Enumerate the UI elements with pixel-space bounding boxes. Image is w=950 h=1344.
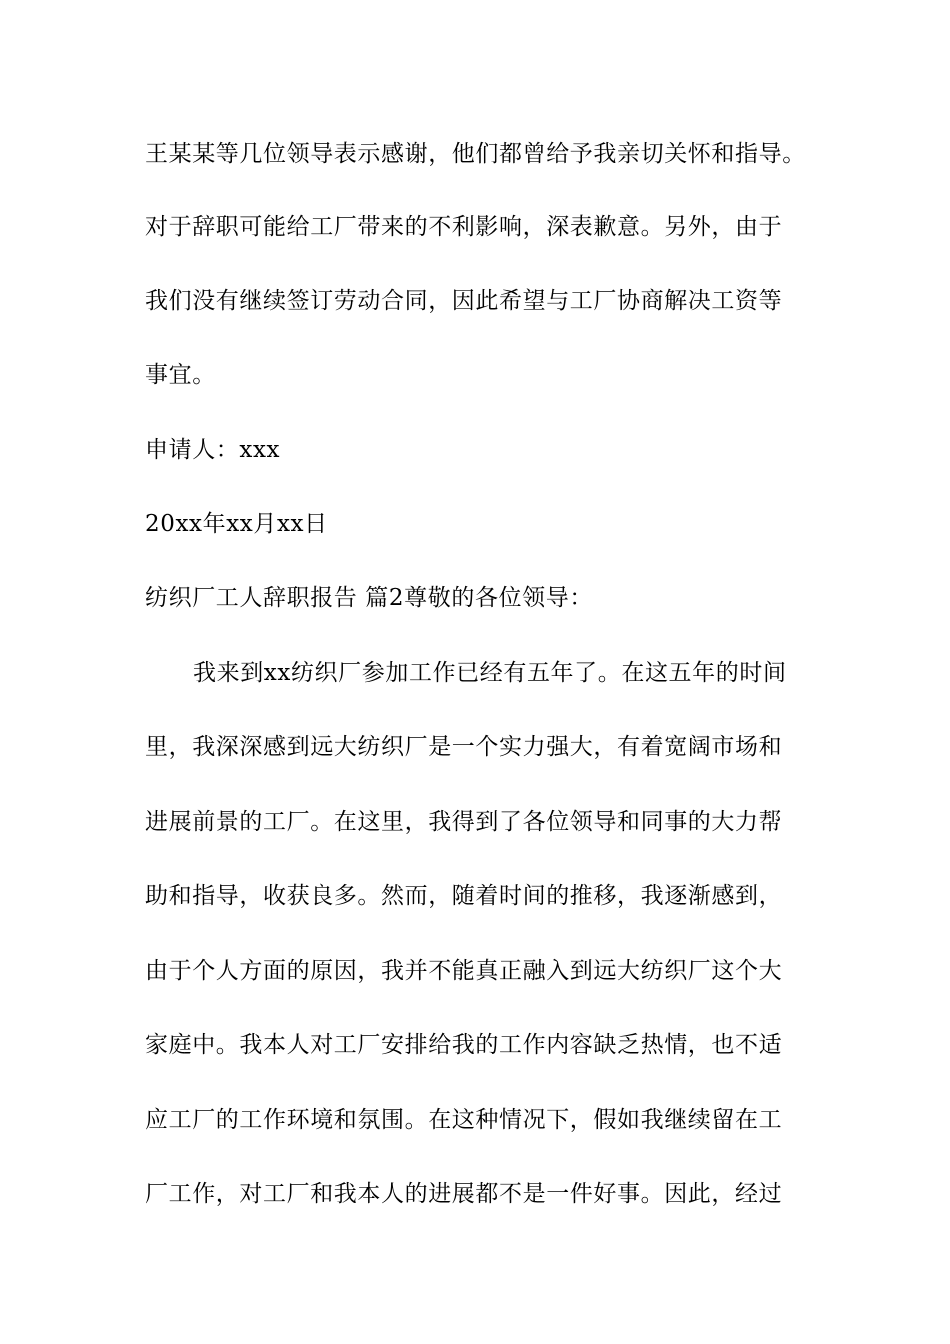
text-line: 应工厂的工作环境和氛围。在这种情况下，假如我继续留在工 xyxy=(145,1107,783,1133)
text-line: 家庭中。我本人对工厂安排给我的工作内容缺乏热情，也不适 xyxy=(145,1032,783,1058)
text-line: 由于个人方面的原因，我并不能真正融入到远大纺织厂这个大 xyxy=(145,958,783,984)
text-line: 王某某等几位领导表示感谢，他们都曾给予我亲切关怀和指导。 xyxy=(145,141,806,167)
text-line: 里，我深深感到远大纺织厂是一个实力强大，有着宽阔市场和 xyxy=(145,734,783,760)
text-line: 进展前景的工厂。在这里，我得到了各位领导和同事的大力帮 xyxy=(145,809,783,835)
paragraph-first-line: 我来到xx纺织厂参加工作已经有五年了。在这五年的时间 xyxy=(193,660,787,686)
text-line: 助和指导，收获良多。然而，随着时间的推移，我逐渐感到， xyxy=(145,883,783,909)
applicant-line: 申请人：xxx xyxy=(145,437,281,463)
date-line: 20xx年xx月xx日 xyxy=(145,511,328,537)
text-line: 我们没有继续签订劳动合同，因此希望与工厂协商解决工资等 xyxy=(145,288,783,314)
text-line: 对于辞职可能给工厂带来的不利影响，深表歉意。另外，由于 xyxy=(145,214,783,240)
text-line: 厂工作，对工厂和我本人的进展都不是一件好事。因此，经过 xyxy=(145,1181,783,1207)
section-heading: 纺织厂工人辞职报告 篇2尊敬的各位领导： xyxy=(145,585,593,611)
text-line: 事宜。 xyxy=(145,362,216,388)
